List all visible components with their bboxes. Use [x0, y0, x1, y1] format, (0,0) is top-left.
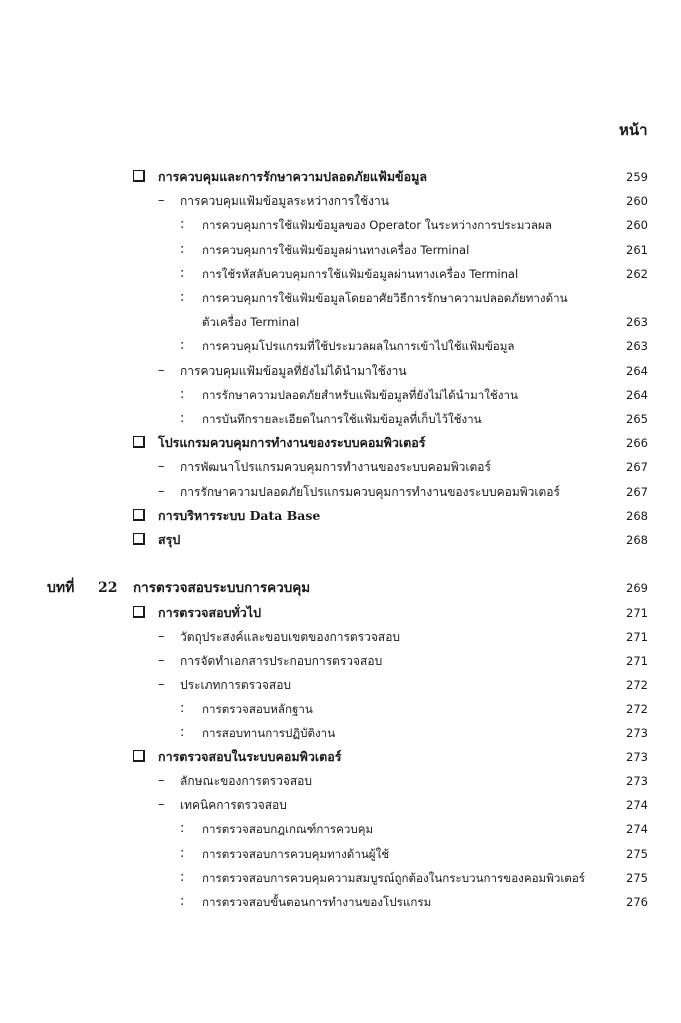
colon-bullet-icon: :: [180, 845, 185, 861]
dash-bullet-icon: –: [158, 483, 165, 499]
toc-entry-page-number: 267: [626, 460, 648, 475]
toc-entry[interactable]: [0, 165, 681, 189]
colon-bullet-icon: :: [180, 725, 185, 741]
toc-entry-page-number: 263: [626, 315, 648, 330]
toc-entry-page-number: 271: [626, 606, 648, 620]
colon-bullet-icon: :: [180, 411, 185, 426]
chapter-title: การตรวจสอบระบบการควบคุม: [133, 580, 311, 596]
toc-entry-page-number: 273: [626, 750, 648, 765]
toc-entry-title: การใช้รหัสลับควบคุมการใช้แฟ้มข้อมูลผ่านทางเครื่อง Terminal: [202, 266, 519, 281]
toc-entry-page-number: 271: [626, 654, 648, 669]
colon-bullet-icon: :: [180, 893, 185, 909]
toc-entry-page-number: 271: [626, 630, 648, 645]
toc-entry[interactable]: [0, 286, 681, 310]
dash-bullet-icon: –: [158, 677, 165, 693]
toc-entry-page-number: 266: [626, 436, 648, 451]
toc-entry-page-number: 268: [626, 508, 648, 523]
dash-bullet-icon: –: [158, 773, 165, 789]
colon-bullet-icon: :: [180, 821, 185, 837]
colon-bullet-icon: :: [180, 386, 185, 402]
toc-entry[interactable]: [0, 504, 681, 528]
toc-entry-title: เทคนิคการตรวจสอบ: [180, 798, 287, 813]
toc-entry[interactable]: [0, 431, 681, 455]
dash-bullet-icon: –: [158, 459, 165, 475]
toc-entry-page-number: 272: [626, 702, 648, 717]
checkbox-bullet-icon: [133, 750, 145, 762]
toc-entry-page-number: 264: [626, 363, 648, 378]
toc-entry-title: การตรวจสอบทั่วไป: [158, 605, 262, 620]
toc-entry[interactable]: [0, 866, 681, 890]
toc-entry-title: การสอบทานการปฏิบัติงาน: [202, 726, 336, 741]
toc-entry[interactable]: [0, 359, 681, 383]
colon-bullet-icon: :: [180, 701, 185, 717]
colon-bullet-icon: :: [180, 217, 185, 233]
toc-entry-title: การควบคุมการใช้แฟ้มข้อมูลของ Operator ในระหว่างการประมวลผล: [202, 218, 552, 233]
toc-entry[interactable]: [0, 793, 681, 817]
toc-entry-title: ประเภทการตรวจสอบ: [180, 678, 292, 693]
toc-entry-page-number: 261: [626, 242, 648, 257]
toc-entry[interactable]: [0, 769, 681, 793]
dash-bullet-icon: –: [158, 629, 165, 645]
toc-entry-title: สรุป: [158, 532, 181, 547]
toc-entry-page-number: 268: [626, 533, 648, 547]
toc-entry-title: การควบคุมโปรแกรมที่ใช้ประมวลผลในการเข้าไปใช้แฟ้มข้อมูล: [202, 339, 515, 354]
colon-bullet-icon: :: [180, 869, 185, 885]
toc-entry[interactable]: [0, 817, 681, 841]
toc-entry[interactable]: [0, 262, 681, 286]
checkbox-bullet-icon: [133, 436, 145, 448]
toc-entry[interactable]: [0, 528, 681, 552]
toc-entry-page-number: 259: [626, 170, 648, 184]
toc-entry-title: การจัดทำเอกสารประกอบการตรวจสอบ: [180, 654, 383, 669]
colon-bullet-icon: :: [180, 241, 185, 257]
colon-bullet-icon: :: [180, 265, 185, 281]
toc-entry-page-number: 275: [626, 846, 648, 861]
toc-entry[interactable]: [0, 310, 681, 334]
dash-bullet-icon: –: [158, 653, 165, 669]
toc-entry-page-number: 276: [626, 894, 648, 909]
toc-entry-title: การรักษาความปลอดภัยโปรแกรมควบคุมการทำงานของระบบคอมพิวเตอร์: [180, 484, 560, 499]
toc-entry-title: การรักษาความปลอดภัยสำหรับแฟ้มข้อมูลที่ยังไม่ได้นำมาใช้งาน: [202, 387, 518, 402]
toc-entry-page-number: 273: [626, 726, 648, 741]
chapter-number: 22: [98, 580, 118, 596]
toc-entry[interactable]: [0, 625, 681, 649]
toc-entry[interactable]: [0, 673, 681, 697]
chapter-label: บทที่: [47, 580, 75, 596]
toc-entry[interactable]: [0, 601, 681, 625]
page-column-label: หน้า: [619, 121, 648, 139]
toc-entry-page-number: 260: [626, 218, 648, 233]
chapter-page-number: 269: [626, 581, 648, 595]
dash-bullet-icon: –: [158, 193, 165, 209]
chapter-heading[interactable]: [0, 575, 681, 601]
colon-bullet-icon: :: [180, 290, 185, 305]
toc-entry-title: โปรแกรมควบคุมการทำงานของระบบคอมพิวเตอร์: [158, 435, 426, 451]
toc-entry[interactable]: [0, 745, 681, 769]
toc-entry[interactable]: [0, 189, 681, 213]
toc-entry-title: การควบคุมการใช้แฟ้มข้อมูลโดยอาศัยวิธีการรักษาความปลอดภัยทางด้าน: [202, 291, 568, 305]
checkbox-bullet-icon: [133, 533, 145, 545]
toc-entry[interactable]: [0, 213, 681, 237]
toc-entry-page-number: 273: [626, 774, 648, 789]
toc-entry[interactable]: [0, 697, 681, 721]
toc-entry-page-number: 260: [626, 194, 648, 209]
toc-entry-title: การควบคุมแฟ้มข้อมูลที่ยังไม่ได้นำมาใช้งาน: [180, 363, 407, 378]
toc-entry-title: ตัวเครื่อง Terminal: [202, 315, 300, 330]
toc-entry-title: การตรวจสอบในระบบคอมพิวเตอร์: [158, 749, 342, 765]
toc-entry-page-number: 274: [626, 822, 648, 837]
toc-entry[interactable]: [0, 238, 681, 262]
toc-entry[interactable]: [0, 455, 681, 479]
toc-entry-page-number: 272: [626, 678, 648, 693]
toc-entry[interactable]: [0, 721, 681, 745]
checkbox-bullet-icon: [133, 509, 145, 521]
checkbox-bullet-icon: [133, 170, 145, 182]
toc-entry-title: การควบคุมการใช้แฟ้มข้อมูลผ่านทางเครื่อง Terminal: [202, 242, 470, 257]
toc-entry-page-number: 275: [626, 870, 648, 885]
toc-entry[interactable]: [0, 649, 681, 673]
dash-bullet-icon: –: [158, 797, 165, 813]
toc-entry-page-number: 265: [626, 412, 648, 426]
toc-entry-title: การควบคุมแฟ้มข้อมูลระหว่างการใช้งาน: [180, 194, 389, 209]
toc-entry[interactable]: [0, 842, 681, 866]
toc-entry-page-number: 264: [626, 387, 648, 402]
toc-entry[interactable]: [0, 407, 681, 431]
toc-entry-title: การตรวจสอบหลักฐาน: [202, 702, 313, 717]
toc-entry-title: การตรวจสอบขั้นตอนการทำงานของโปรแกรม: [202, 894, 432, 909]
toc-entry[interactable]: [0, 383, 681, 407]
toc-entry-title: การควบคุมและการรักษาความปลอดภัยแฟ้มข้อมูล: [158, 169, 428, 184]
toc-entry-title: การบริหารระบบ Data Base: [158, 507, 321, 523]
toc-entry[interactable]: [0, 480, 681, 504]
toc-entry-title: การตรวจสอบกฎเกณฑ์การควบคุม: [202, 822, 374, 837]
toc-entry-page-number: 274: [626, 798, 648, 813]
toc-entry-title: การตรวจสอบการควบคุมความสมบูรณ์ถูกต้องในกระบวนการของคอมพิวเตอร์: [202, 870, 586, 885]
colon-bullet-icon: :: [180, 338, 185, 354]
toc-entry-title: การตรวจสอบการควบคุมทางด้านผู้ใช้: [202, 846, 390, 861]
toc-entry-title: วัตถุประสงค์และขอบเขตของการตรวจสอบ: [180, 630, 401, 645]
toc-entry-page-number: 262: [626, 266, 648, 281]
toc-entry-title: การบันทึกรายละเอียดในการใช้แฟ้มข้อมูลที่เก็บไว้ใช้งาน: [202, 412, 482, 426]
toc-entry[interactable]: [0, 890, 681, 914]
toc-entry[interactable]: [0, 334, 681, 358]
toc-entry-title: การพัฒนาโปรแกรมควบคุมการทำงานของระบบคอมพิวเตอร์: [180, 460, 491, 475]
toc-entry-page-number: 267: [626, 484, 648, 499]
toc-entry-title: ลักษณะของการตรวจสอบ: [180, 774, 312, 789]
toc-entry-page-number: 263: [626, 339, 648, 354]
dash-bullet-icon: –: [158, 362, 165, 378]
checkbox-bullet-icon: [133, 606, 145, 618]
